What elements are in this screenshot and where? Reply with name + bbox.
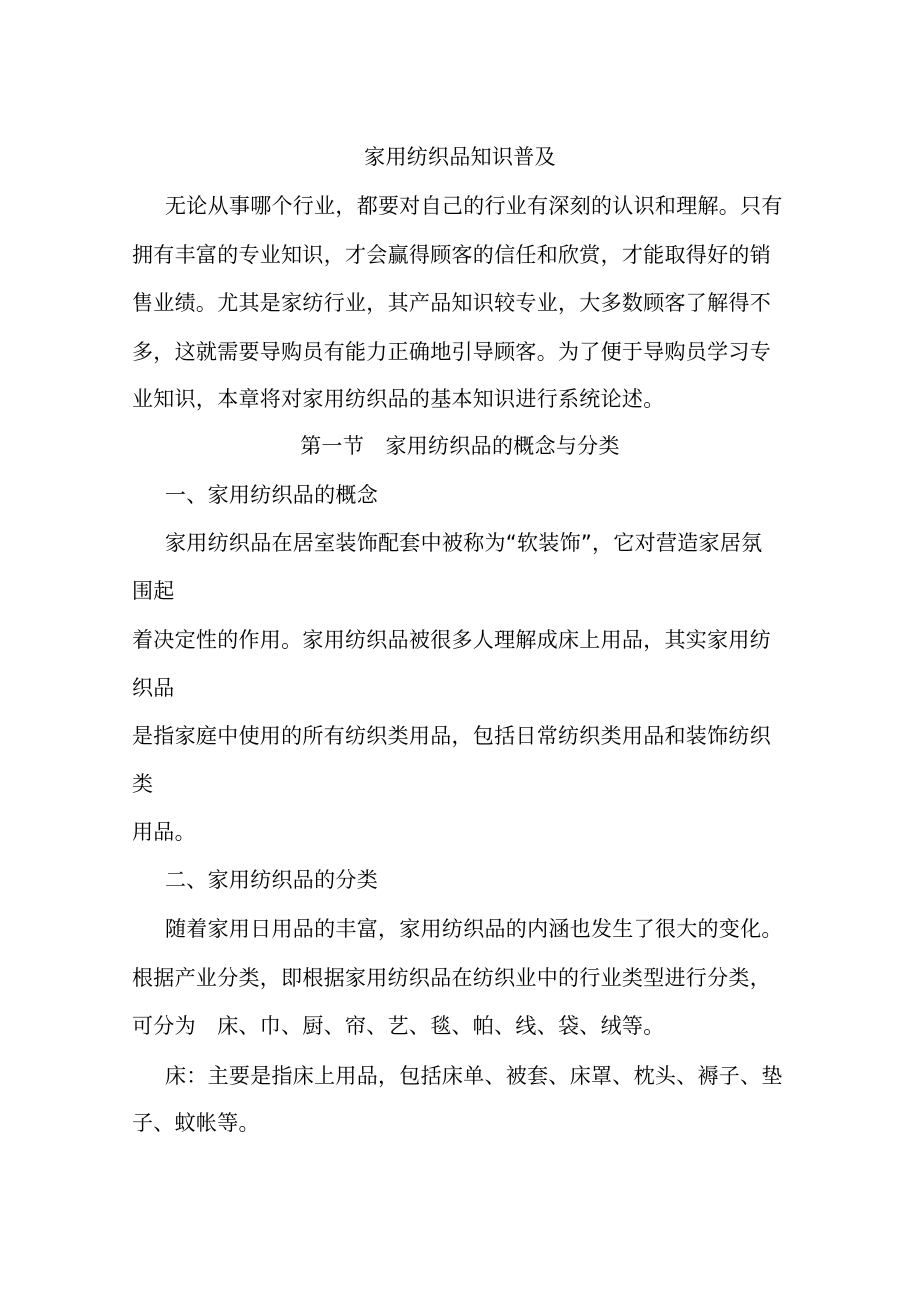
section-heading: 第一节 家用纺织品的概念与分类 xyxy=(300,434,620,458)
subsection-heading-classification: 二、家用纺织品的分类 xyxy=(165,868,378,892)
bed-paragraph-line: 子、蚊帐等。 xyxy=(132,1111,260,1135)
concept-paragraph-line: 织品 xyxy=(132,676,175,700)
subsection-heading-concept: 一、家用纺织品的概念 xyxy=(165,483,378,507)
concept-paragraph-line: 是指家庭中使用的所有纺织类用品，包括日常纺织类用品和装饰纺织 xyxy=(132,724,771,748)
bed-paragraph-line: 床：主要是指床上用品，包括床单、被套、床罩、枕头、褥子、垫 xyxy=(165,1064,783,1088)
concept-paragraph-line: 围起 xyxy=(132,579,175,603)
concept-paragraph-line: 着决定性的作用。家用纺织品被很多人理解成床上用品，其实家用纺 xyxy=(132,628,771,652)
concept-paragraph-line: 类 xyxy=(132,772,154,796)
intro-paragraph-line: 多，这就需要导购员有能力正确地引导顾客。为了便于导购员学习专 xyxy=(132,340,771,364)
classification-paragraph-line: 可分为 床、巾、厨、帘、艺、毯、帕、线、袋、绒等。 xyxy=(132,1014,665,1038)
concept-paragraph-line: 家用纺织品在居室装饰配套中被称为“软装饰”，它对营造家居氛 xyxy=(165,531,763,555)
intro-paragraph-line: 业知识，本章将对家用纺织品的基本知识进行系统论述。 xyxy=(132,387,665,411)
classification-paragraph-line: 根据产业分类，即根据家用纺织品在纺织业中的行业类型进行分类， xyxy=(132,966,771,990)
intro-paragraph-line: 拥有丰富的专业知识，才会赢得顾客的信任和欣赏，才能取得好的销 xyxy=(132,243,771,267)
intro-paragraph-line: 无论从事哪个行业，都要对自己的行业有深刻的认识和理解。只有 xyxy=(165,194,783,218)
classification-paragraph-line: 随着家用日用品的丰富，家用纺织品的内涵也发生了很大的变化。 xyxy=(165,917,783,941)
document-title: 家用纺织品知识普及 xyxy=(364,145,556,169)
intro-paragraph-line: 售业绩。尤其是家纺行业，其产品知识较专业，大多数顾客了解得不 xyxy=(132,291,771,315)
concept-paragraph-line: 用品。 xyxy=(132,820,196,844)
